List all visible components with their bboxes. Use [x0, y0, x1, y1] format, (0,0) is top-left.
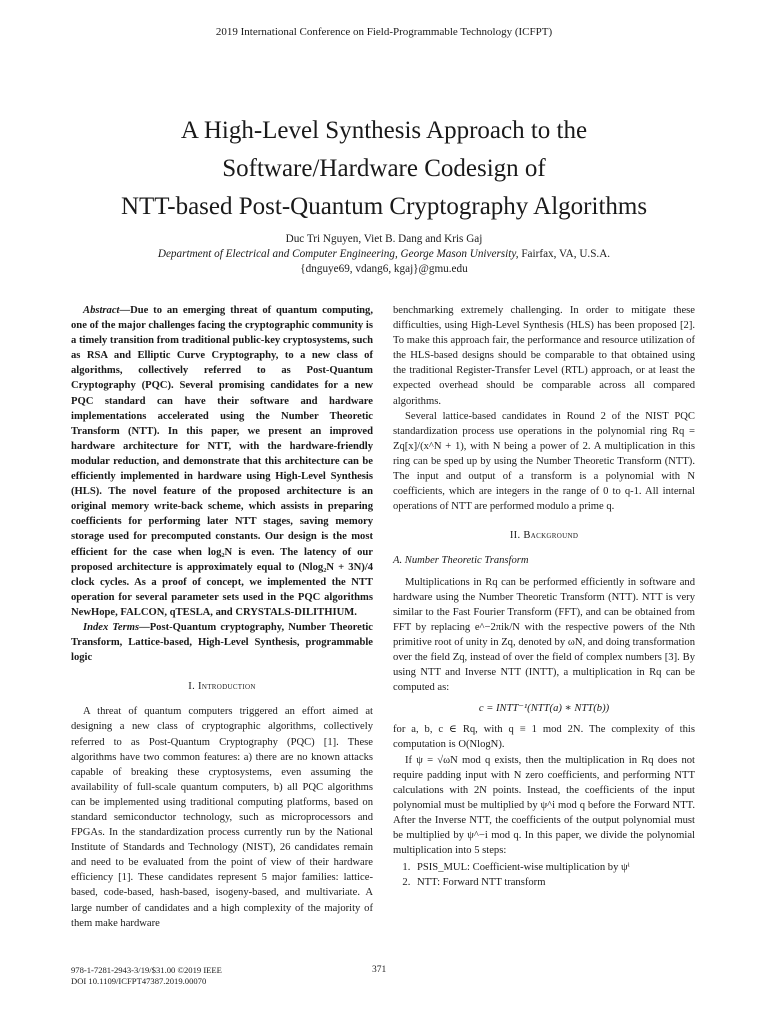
section-heading-introduction: I. Introduction: [188, 681, 256, 693]
affiliation: [0, 247, 768, 262]
background-paragraph-3: If ψ = √ωN mod q exists, then the multiplication in Rq does not require padding input with N zero coefficients, and performing NTT calculations with 2N points. Instead, the coefficients of the input polynomial must be multiplied by ψ^i mod q before the Forward NTT. After the Inverse NTT, the coefficients of the output polynomial must be multiplied by ψ^−i mod q. In this paper, we divide the polynomial multiplication into 5 steps:: [393, 754, 695, 857]
author-names: Duc Tri Nguyen, Viet B. Dang and Kris Gaj: [285, 233, 483, 245]
equation-multiplication: c = INTT⁻¹(NTT(a) ∗ NTT(b)): [478, 703, 610, 715]
author-block: [0, 232, 768, 277]
index-terms-label: Index Terms: [83, 621, 140, 633]
list-item: 2. NTT: Forward NTT transform: [413, 875, 695, 890]
index-terms: [71, 620, 373, 665]
footer-isbn: 978-1-7281-2943-3/19/$31.00 ©2019 IEEE: [71, 965, 222, 975]
background-paragraph-1: Multiplications in Rq can be performed efficiently in software and hardware using the Number Theoretic Transform (NTT). NTT is very similar to the Fast Fourier Transform (FFT), and can be obtained from FFT by replacing e^−2πik/N with the respective powers of the Nth primitive root of unity in Zq, denoted by ωN, and doing transformation over the field Zq, instead of over the field of complex numbers [3]. By using NTT and Inverse NTT (INTT), a multiplication in Rq can be computed as:: [393, 576, 695, 694]
abstract-text: —Due to an emerging threat of quantum computing, one of the major challenges facing the cryptographic community is a timely transition from traditional public-key cryptosystems, such as RSA and Elliptic Curve Cryptography, to a new class of algorithms, collectively referred to as Post-Quantum Cryptography (PQC). Several promising candidates for a new PQC standard can have their software and hardware implementations accelerated using the Number Theoretic Transform (NTT). In this paper, we present an improved hardware architecture for NTT, with the hardware-friendly modular reduction, and demonstrate that this architecture can be efficiently implemented in hardware using High-Level Synthesis (HLS). The novel feature of the proposed architecture is an original memory write-back scheme, which assists in preparing coefficients for performing later NTT stages, saving memory storage used for precomputed constants. Our design is the most efficient for the case when log₂N is even. The latency of our proposed architecture is approximately equal to (Nlog₂N + 3N)/4 clock cycles. As a proof of concept, we implemented the NTT operation for several parameter sets used in the PQC algorithms NewHope, FALCON, qTESLA, and CRYSTALS-DILITHIUM.: [71, 305, 373, 618]
index-terms-text: —Post-Quantum cryptography, Number Theoretic Transform, Lattice-based, High-Level Synthesis, programmable logic: [71, 621, 373, 664]
paper-title: [40, 112, 728, 226]
intro-paragraph: A threat of quantum computers triggered an effort aimed at designing a new class of cryptographic algorithms, collectively referred to as Post-Quantum Cryptography (PQC) [1]. These algorithms have two common features: a) there are no known attacks capable of breaking these cryptosystems, even assuming the availability of full-scale quantum computers, b) all PQC algorithms can be implemented using traditional computing platforms, based on standard semiconductor technology, such as microprocessors and FPGAs. In the standardization process currently run by the National Institute of Standards and Technology (NIST), 26 candidates remain and need to be evaluated from the point of view of their hardware efficiency [1]. These candidates represent 5 major families: lattice-based, code-based, hash-based, isogeny-based, and multivariate. A large number of candidates and a high complexity of the majority of them make hardware: [71, 706, 373, 929]
left-column: [71, 303, 373, 931]
title-line-1: A High-Level Synthesis Approach to the: [180, 117, 588, 144]
author-emails: {dnguye69, vdang6, kgaj}@gmu.edu: [300, 263, 468, 275]
title-line-2: Software/Hardware Codesign of: [222, 155, 546, 182]
right-paragraph-2: Several lattice-based candidates in Round 2 of the NIST PQC standardization process use operations in the polynomial ring Rq = Zq[x]/(x^N + 1), with N being a power of 2. A multiplication in this ring can be sped up by using the Number Theoretic Transform (NTT). The input and output of a transform is a polynomial with N coefficients, which are integers in the range of 0 to q-1. All internal operations of NTT are performed modulo a prime q.: [393, 410, 695, 513]
list-item: 1. PSIS_MUL: Coefficient-wise multiplication by ψⁱ: [413, 860, 695, 875]
steps-list: [393, 860, 695, 890]
abstract-label: Abstract: [83, 305, 120, 316]
right-paragraph-1: benchmarking extremely challenging. In order to mitigate these difficulties, using High-Level Synthesis (HLS) has been proposed [2]. To make this approach fair, the performance and resource utilization of the HLS-based designs should be comparable to that obtained using the traditional Register-Transfer Level (RTL) approach, or at least the expected overhead should be comparable across all compared algorithms.: [393, 305, 695, 407]
right-column: [393, 303, 695, 890]
background-paragraph-2: for a, b, c ∈ Rq, with q ≡ 1 mod 2N. The complexity of this computation is O(NlogN).: [393, 724, 695, 751]
subsection-heading-ntt: A. Number Theoretic Transform: [393, 555, 529, 567]
footer-doi: DOI 10.1109/ICFPT47387.2019.00070: [71, 976, 207, 986]
affiliation-location: Fairfax, VA, U.S.A.: [518, 248, 611, 260]
footer-publication-info: [71, 965, 222, 987]
conference-header: 2019 International Conference on Field-Programmable Technology (ICFPT): [215, 26, 553, 38]
abstract: [71, 303, 373, 620]
page-number: 371: [372, 965, 387, 975]
title-line-3: NTT-based Post-Quantum Cryptography Algorithms: [120, 193, 648, 220]
section-heading-background: II. Background: [509, 530, 579, 542]
affiliation-department: Department of Electrical and Computer Engineering, George Mason University,: [157, 248, 519, 260]
